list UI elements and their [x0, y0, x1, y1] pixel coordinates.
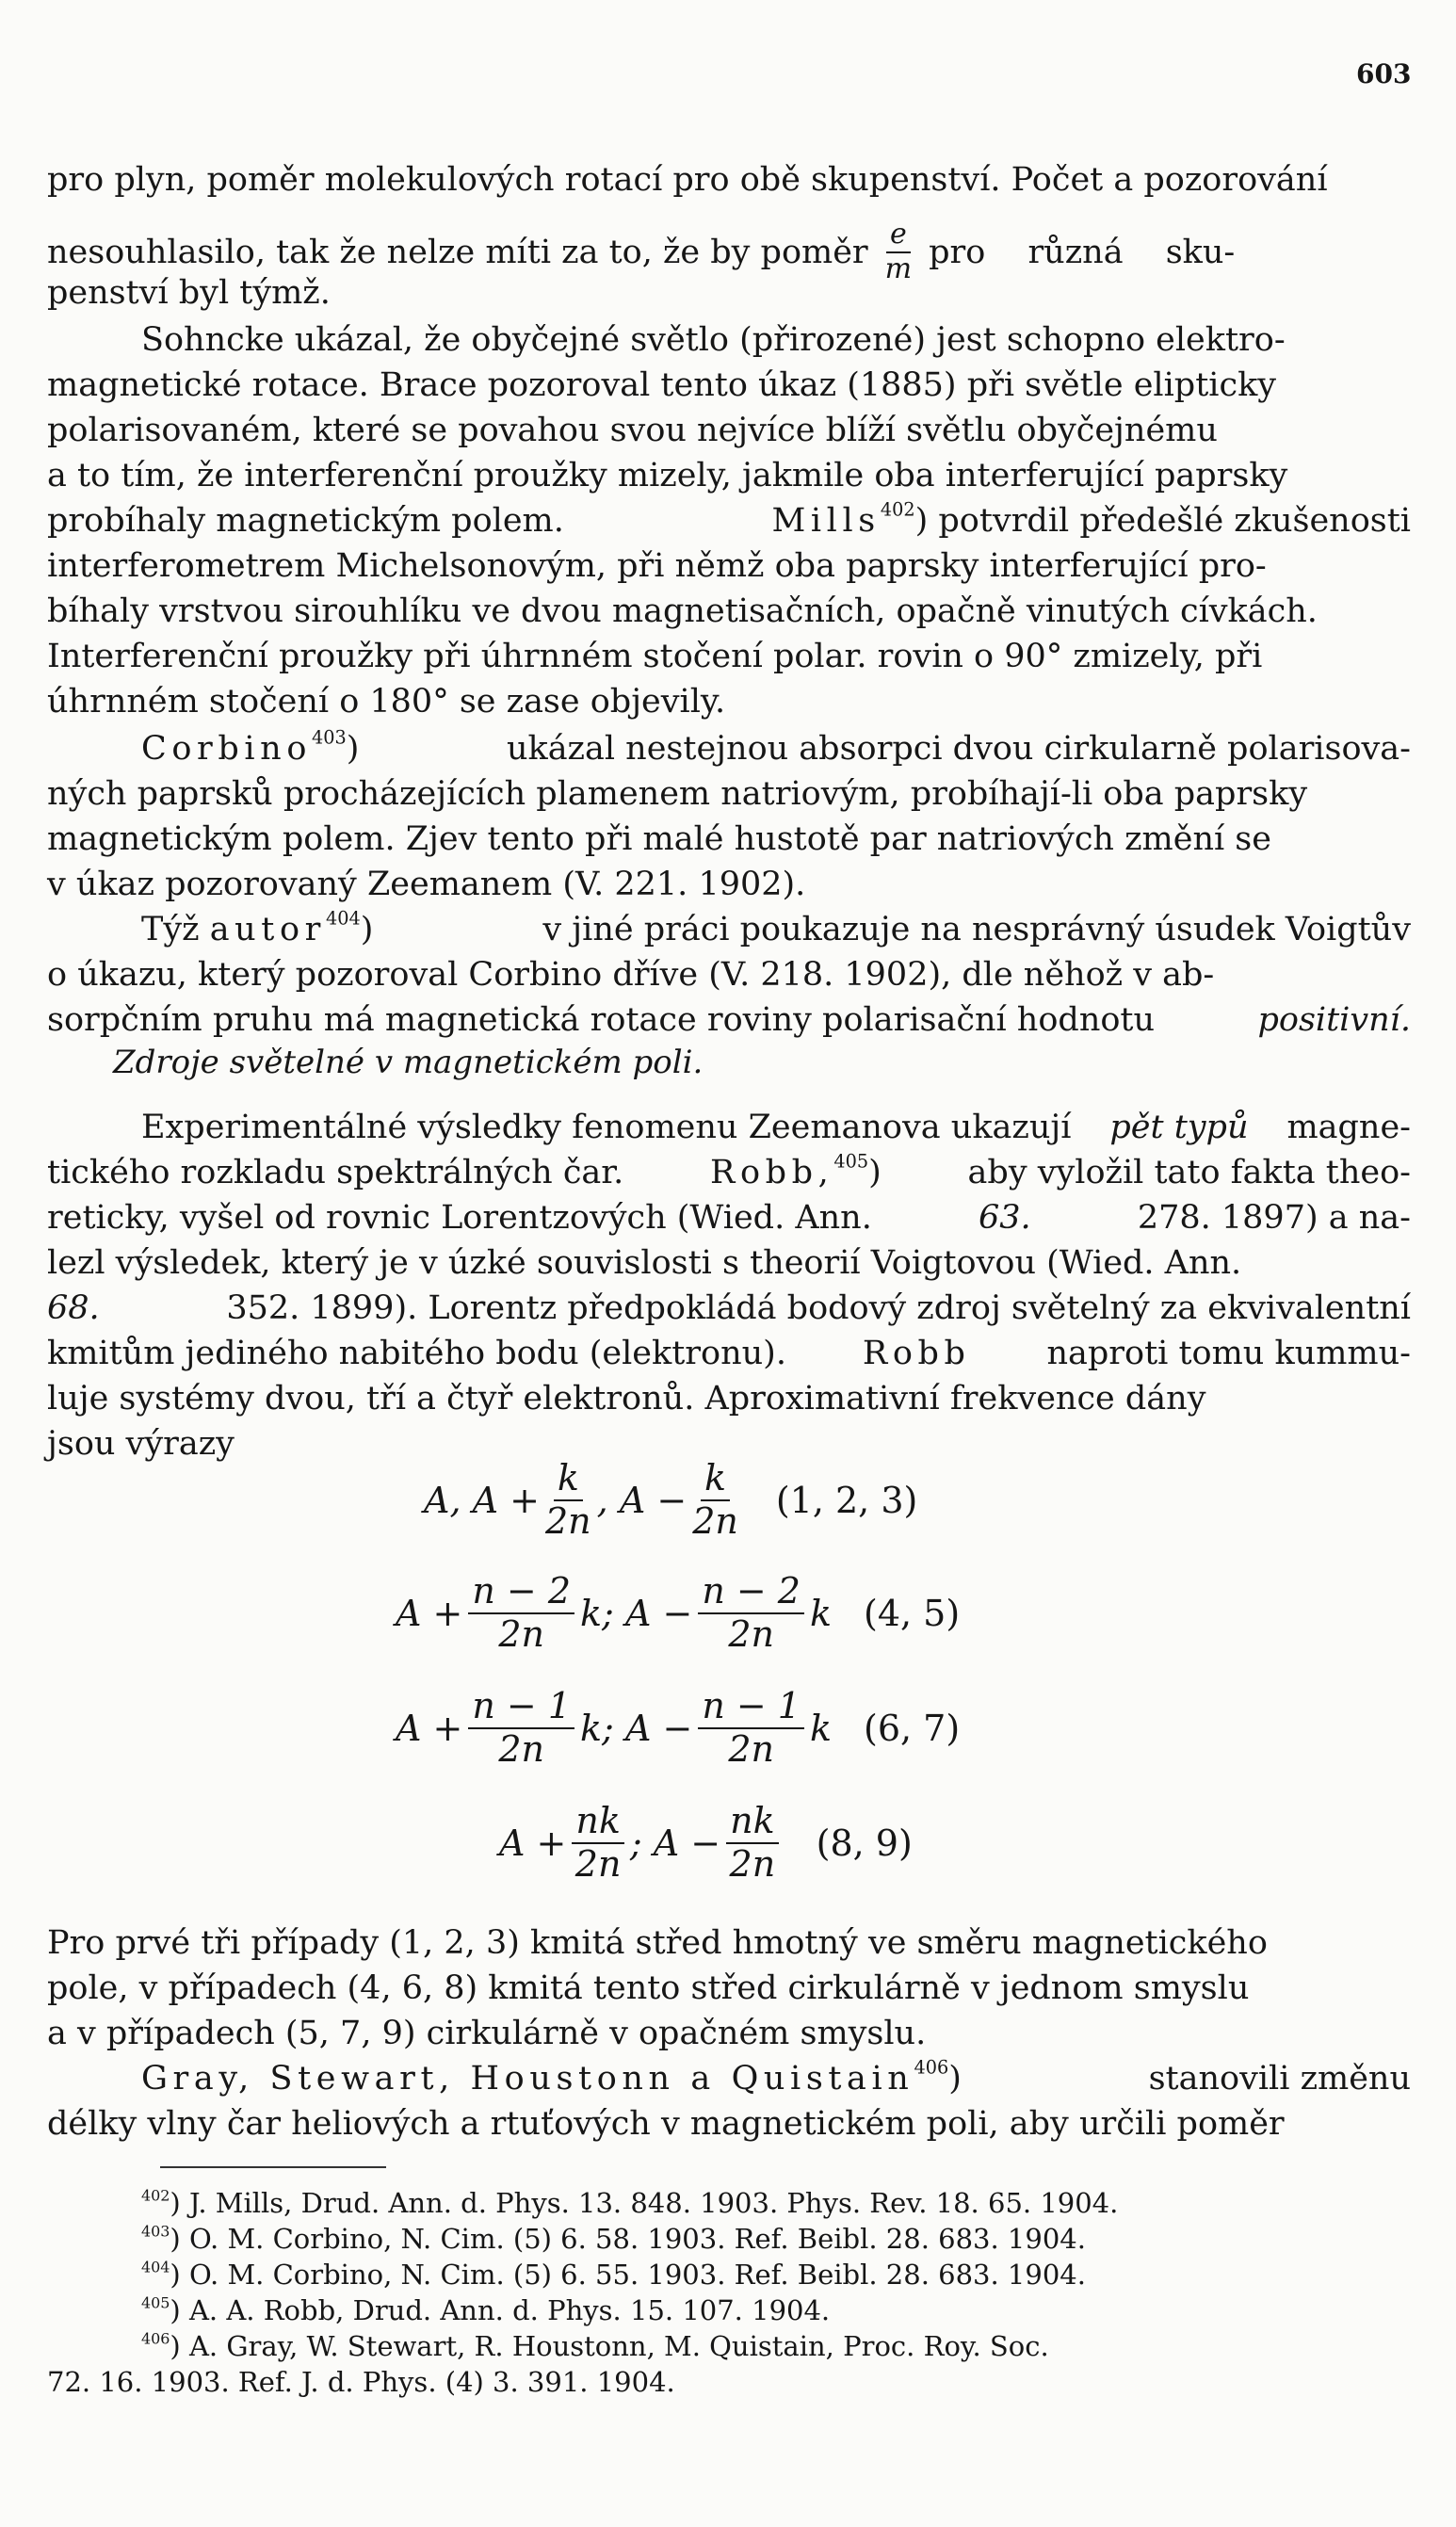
equation-8-9: A + $\frac{nk}{2n}$ ; A − $\frac{nk}{2n}$ (8, 9): [499, 1800, 913, 1885]
text-line: Pro prvé tři případy (1, 2, 3) kmitá střed hmotný ve směru magnetického: [47, 1924, 1268, 1962]
text-line: reticky, vyšel od rovnic Lorentzových (Wied. Ann. 63. 278. 1897) a na-: [47, 1199, 1411, 1237]
text-line: ných paprsků procházejících plamenem natriovým, probíhají-li oba paprsky: [47, 775, 1308, 813]
text-line: lezl výsledek, který je v úzké souvislosti s theorií Voigtovou (Wied. Ann.: [47, 1244, 1242, 1282]
text-line: probíhaly magnetickým polem. Mills$^{402}$) potvrdil předešlé zkušenosti: [47, 498, 1411, 540]
text-line: Corbino$^{403}$) ukázal nestejnou absorpci dvou cirkularně polarisova-: [141, 726, 1411, 768]
text-line: Interferenční proužky při úhrnném stočení polar. rovin o 90° zmizely, při: [47, 638, 1263, 675]
text-line: Gray, Stewart, Houstonn a Quistain$^{406}$) stanovili změnu: [141, 2056, 1411, 2098]
text-line: magnetické rotace. Brace pozoroval tento úkaz (1885) při světle elipticky: [47, 366, 1277, 404]
text-line: pro plyn, poměr molekulových rotací pro obě skupenství. Počet a pozorování: [47, 161, 1328, 199]
footnote-406-continued: 72. 16. 1903. Ref. J. d. Phys. (4) 3. 391. 1904.: [47, 2366, 675, 2398]
footnote-405: $^{405}$) A. A. Robb, Drud. Ann. d. Phys. 15. 107. 1904.: [141, 2293, 831, 2326]
text-line: nesouhlasilo, tak že nelze míti za to, že by poměr $\frac{e}{m}$ pro různá sku-: [47, 218, 1236, 285]
equation-4-5: A + $\frac{n - 2}{2n}$ k; A − $\frac{n - 2}{2n}$ k (4, 5): [396, 1570, 961, 1655]
text-line: a v případech (5, 7, 9) cirkulárně v opačném smyslu.: [47, 2015, 927, 2052]
text-line: Sohncke ukázal, že obyčejné světlo (přirozené) jest schopno elektro-: [141, 321, 1286, 359]
fraction-e-m: $\frac{e}{m}$: [884, 218, 913, 285]
text-line: délky vlny čar heliových a rtuťových v magnetickém poli, aby určili poměr: [47, 2105, 1285, 2143]
equation-6-7: A + $\frac{n - 1}{2n}$ k; A − $\frac{n - 1}{2n}$ k (6, 7): [396, 1685, 961, 1770]
footnote-403: $^{403}$) O. M. Corbino, N. Cim. (5) 6. 58. 1903. Ref. Beibl. 28. 683. 1904.: [141, 2222, 1086, 2255]
text-line: magnetickým polem. Zjev tento při malé hustotě par natriových změní se: [47, 820, 1271, 858]
text-line: kmitům jediného nabitého bodu (elektronu). Robb naproti tomu kummu-: [47, 1335, 1411, 1372]
text-line: Experimentálné výsledky fenomenu Zeemanova ukazují pět typů magne-: [141, 1109, 1411, 1146]
footnote-402: $^{402}$) J. Mills, Drud. Ann. d. Phys. 13. 848. 1903. Phys. Rev. 18. 65. 1904.: [141, 2186, 1119, 2219]
text-line: jsou výrazy: [47, 1425, 235, 1463]
text-line: bíhaly vrstvou sirouhlíku ve dvou magnetisačních, opačně vinutých cívkách.: [47, 592, 1318, 630]
text-line: Týž autor$^{404}$) v jiné práci poukazuje na nesprávný úsudek Voigtův: [141, 907, 1411, 948]
text-line: interferometrem Michelsonovým, při němž oba paprsky interferující pro-: [47, 547, 1267, 585]
text-line: v úkaz pozorovaný Zeemanem (V. 221. 1902).: [47, 866, 806, 903]
text-line: sorpčním pruhu má magnetická rotace roviny polarisační hodnotu positivní.: [47, 1001, 1411, 1039]
footnote-406: $^{406}$) A. Gray, W. Stewart, R. Houstonn, M. Quistain, Proc. Roy. Soc.: [141, 2329, 1049, 2362]
text-line: luje systémy dvou, tří a čtyř elektronů. Aproximativní frekvence dány: [47, 1380, 1206, 1417]
text-line: 68. 352. 1899). Lorentz předpokládá bodový zdroj světelný za ekvivalentní: [47, 1289, 1411, 1327]
text-line: polarisovaném, které se povahou svou nejvíce blíží světlu obyčejnému: [47, 412, 1218, 449]
page-number: 603: [1356, 58, 1412, 89]
footnote-divider: [160, 2166, 386, 2168]
section-heading: Zdroje světelné v magnetickém poli.: [113, 1044, 704, 1081]
text-line: penství byl týmž.: [47, 274, 331, 312]
text-line: pole, v případech (4, 6, 8) kmitá tento střed cirkulárně v jednom smyslu: [47, 1969, 1250, 2007]
text-line: a to tím, že interferenční proužky mizely, jakmile oba interferující paprsky: [47, 457, 1288, 494]
text-line: o úkazu, který pozoroval Corbino dříve (V. 218. 1902), dle něhož v ab-: [47, 956, 1215, 994]
text-line: úhrnném stočení o 180° se zase objevily.: [47, 683, 726, 721]
text-line: tického rozkladu spektrálných čar. Robb,$^{405}$) aby vyložil tato fakta theo-: [47, 1150, 1411, 1191]
equation-1-2-3: A, A + $\frac{k}{2n}$ , A − $\frac{k}{2n}$ (1, 2, 3): [424, 1457, 918, 1542]
footnote-404: $^{404}$) O. M. Corbino, N. Cim. (5) 6. 55. 1903. Ref. Beibl. 28. 683. 1904.: [141, 2258, 1086, 2291]
